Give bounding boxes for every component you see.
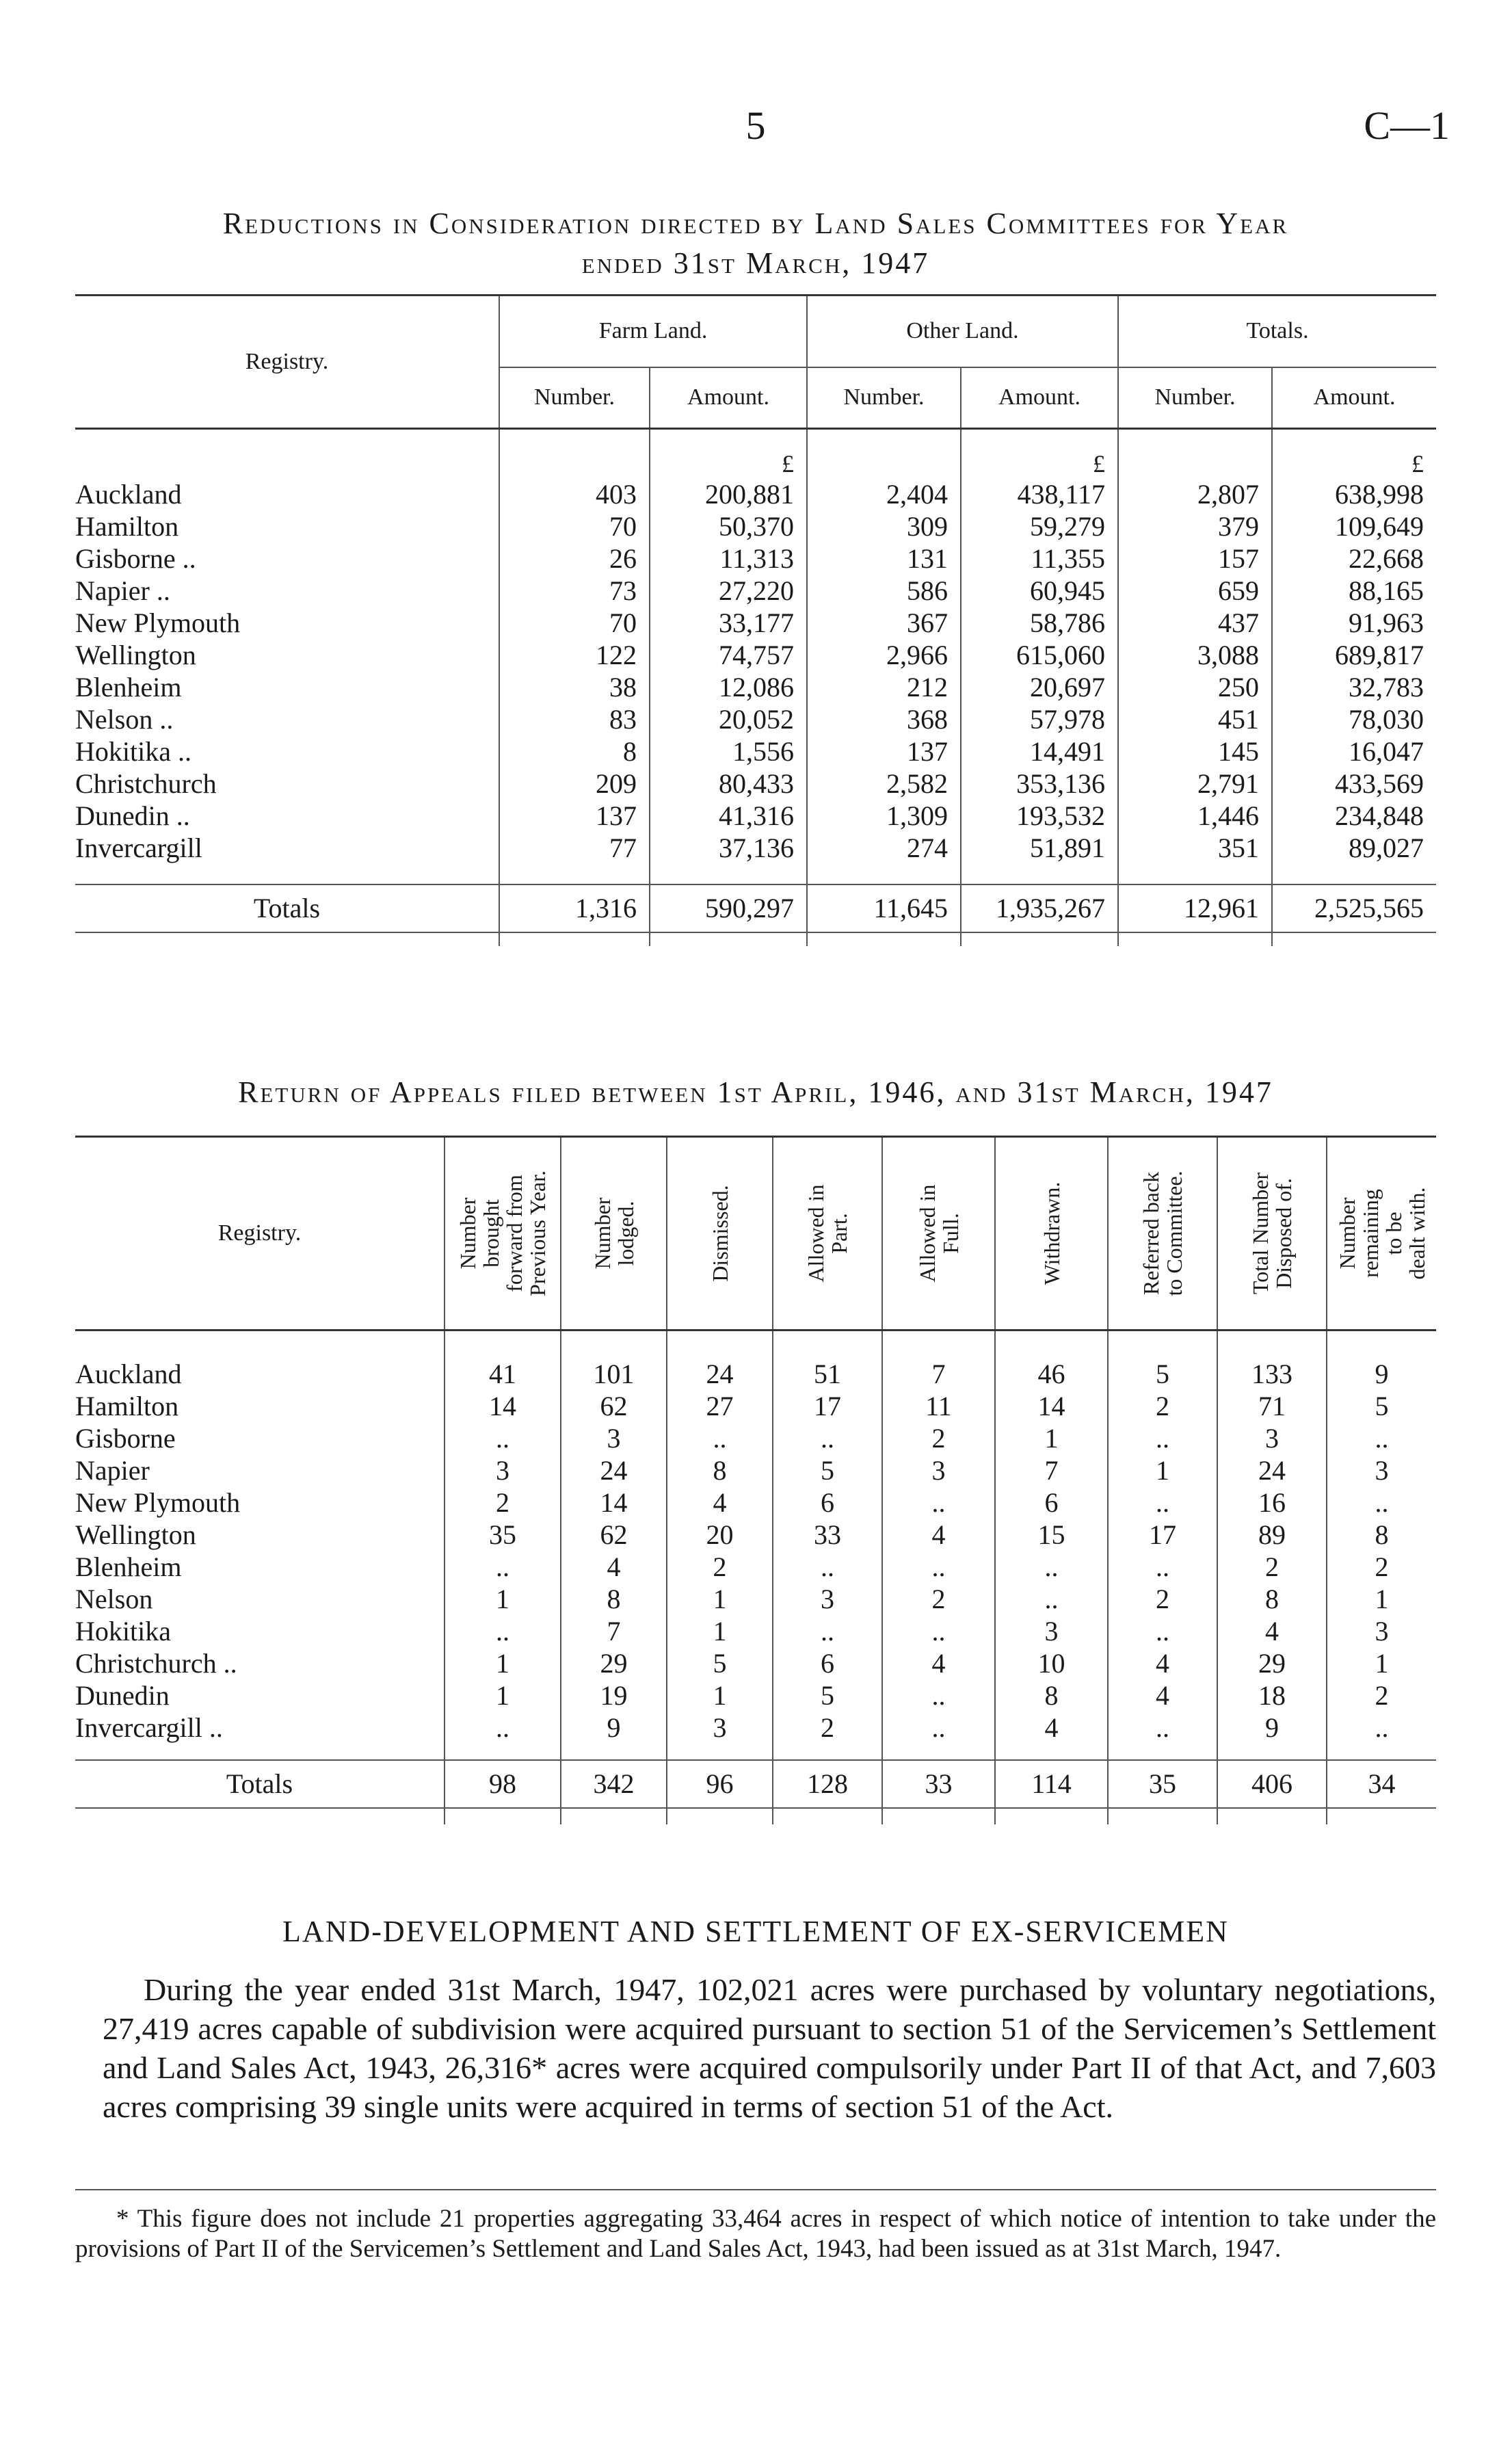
table2-cell: 2 [1217, 1551, 1327, 1583]
table2-total-cell: 114 [995, 1760, 1108, 1808]
footnote-text: * This figure does not include 21 properties aggregating 33,464 acres in respect of which notice of intention to take under the provisions of Part II of the Servicemen’s Settlement and Land Sales Act, 1943, had been issued as at 31st March, 1947. [75, 2205, 1436, 2263]
table2-cell: 3 [1327, 1615, 1436, 1647]
table2-cell: 18 [1217, 1679, 1327, 1712]
table2-cell: 19 [561, 1679, 667, 1712]
table2-cell: 8 [995, 1679, 1108, 1712]
table1-cell-farm-a: 74,757 [650, 639, 807, 671]
table1-title-line1: Reductions in Consideration directed by Land Sales Committees for Year [222, 207, 1289, 240]
table-row [75, 607, 1436, 639]
column-header-text: Referred back to Committee. [1139, 1170, 1186, 1296]
column-header-text: Number lodged. [589, 1197, 638, 1270]
table2-cell: 9 [1327, 1358, 1436, 1390]
table-row [75, 542, 1436, 575]
reductions-table [75, 294, 1436, 946]
registry-name: Christchurch .. [75, 1647, 237, 1679]
registry-name: Invercargill .. [75, 1712, 223, 1743]
registry-name: Blenheim [75, 671, 182, 703]
table2-cell: 7 [561, 1615, 667, 1647]
table2-cell: 24 [1217, 1454, 1327, 1486]
table1-cell-tot-a: 78,030 [1272, 703, 1436, 735]
table1-cell-farm-a: 50,370 [650, 510, 807, 542]
table1-cell-farm-n: 38 [499, 671, 650, 703]
column-header-text: Number brought forward from Previous Year. [455, 1170, 550, 1297]
table2-cell: .. [445, 1712, 561, 1744]
column-header-text: Allowed in Full. [914, 1184, 963, 1283]
table1-cell-tot-n: 145 [1118, 735, 1272, 768]
table2-cell: 2 [1327, 1679, 1436, 1712]
table2-cell: .. [445, 1551, 561, 1583]
table2-cell: 3 [1327, 1454, 1436, 1486]
table2-cell: 51 [773, 1358, 882, 1390]
table2-total-cell: 98 [445, 1760, 561, 1808]
table1-cell-other-a: 438,117 [961, 478, 1118, 510]
table-row [75, 1679, 1436, 1712]
table1-cell-tot-a: 91,963 [1272, 607, 1436, 639]
table1-cell-other-a: 615,060 [961, 639, 1118, 671]
registry-name: Blenheim [75, 1551, 182, 1582]
table2-cell: 7 [995, 1454, 1108, 1486]
table2-column-header [773, 1137, 882, 1331]
table1-cell-tot-n: 351 [1118, 832, 1272, 864]
table1-cell-other-n: 309 [807, 510, 961, 542]
table2-cell: 10 [995, 1647, 1108, 1679]
registry-name: Nelson .. [75, 703, 174, 735]
table2-cell: 8 [667, 1454, 773, 1486]
table1-cell-farm-n: 73 [499, 575, 650, 607]
table1-cell-farm-n: 8 [499, 735, 650, 768]
currency-symbol: £ [961, 429, 1118, 478]
table2-cell: 2 [1327, 1551, 1436, 1583]
registry-name: Auckland [75, 478, 182, 510]
table2-cell: 14 [995, 1390, 1108, 1422]
table2-cell: 1 [667, 1679, 773, 1712]
table-row [75, 1583, 1436, 1615]
table1-sub-number: Number. [807, 367, 961, 429]
table1-sub-number: Number. [499, 367, 650, 429]
registry-name: Napier .. [75, 575, 170, 606]
table2-cell: .. [1108, 1712, 1217, 1744]
table1-cell-farm-a: 1,556 [650, 735, 807, 768]
table2-cell: 1 [1327, 1583, 1436, 1615]
table-row [75, 1712, 1436, 1744]
table2-cell: 4 [882, 1647, 995, 1679]
table-row [75, 1390, 1436, 1422]
table1-cell-tot-a: 109,649 [1272, 510, 1436, 542]
table2-cell: .. [773, 1615, 882, 1647]
table1-cell-other-n: 274 [807, 832, 961, 864]
table1-cell-tot-n: 437 [1118, 607, 1272, 639]
registry-name: Hokitika .. [75, 735, 191, 767]
table1-cell-tot-a: 16,047 [1272, 735, 1436, 768]
table1-cell-other-n: 2,966 [807, 639, 961, 671]
table2-column-header [995, 1137, 1108, 1331]
table2-column-header [445, 1137, 561, 1331]
table1-cell-other-n: 1,309 [807, 800, 961, 832]
registry-name: Gisborne .. [75, 542, 196, 574]
table2-cell: 2 [1108, 1390, 1217, 1422]
table1-total-farm-a: 590,297 [650, 884, 807, 932]
table2-cell: 24 [561, 1454, 667, 1486]
table1-cell-tot-n: 451 [1118, 703, 1272, 735]
column-header-text: Withdrawn. [1039, 1181, 1064, 1285]
table2-registry-header: Registry. [75, 1137, 445, 1331]
registry-name: Hokitika [75, 1615, 171, 1647]
table2-cell: 4 [1108, 1647, 1217, 1679]
table-row [75, 800, 1436, 832]
table1-cell-tot-a: 89,027 [1272, 832, 1436, 864]
table2-cell: 9 [1217, 1712, 1327, 1744]
totals-row [75, 1760, 1436, 1808]
table2-cell: .. [445, 1422, 561, 1454]
table2-cell: 4 [1217, 1615, 1327, 1647]
table-row [75, 1615, 1436, 1647]
table1-total-tot-n: 12,961 [1118, 884, 1272, 932]
column-header-text: Dismissed. [707, 1185, 732, 1282]
table1-cell-farm-n: 403 [499, 478, 650, 510]
table2-cell: 5 [1108, 1358, 1217, 1390]
table1-cell-other-n: 131 [807, 542, 961, 575]
table2-total-cell: 35 [1108, 1760, 1217, 1808]
table2-cell: .. [882, 1679, 995, 1712]
table-row [75, 832, 1436, 864]
table2-cell: 1 [445, 1679, 561, 1712]
table1-cell-tot-n: 157 [1118, 542, 1272, 575]
table2-cell: 17 [773, 1390, 882, 1422]
table1-cell-tot-a: 433,569 [1272, 768, 1436, 800]
table2-cell: 1 [1327, 1647, 1436, 1679]
table-row [75, 478, 1436, 510]
table1-sub-amount: Amount. [1272, 367, 1436, 429]
table2-cell: .. [995, 1551, 1108, 1583]
table2-total-cell: 34 [1327, 1760, 1436, 1808]
section-paragraph [103, 1970, 1436, 2126]
registry-name: Dunedin [75, 1679, 170, 1711]
table1-registry-header: Registry. [75, 296, 499, 429]
table2-cell: 41 [445, 1358, 561, 1390]
table2-cell: 2 [773, 1712, 882, 1744]
currency-symbol: £ [650, 429, 807, 478]
table2-cell: 16 [1217, 1486, 1327, 1519]
footnote-divider [75, 2189, 1436, 2190]
table2-cell: .. [882, 1486, 995, 1519]
table1-cell-other-n: 137 [807, 735, 961, 768]
table2-cell: 2 [882, 1583, 995, 1615]
table1-total-other-n: 11,645 [807, 884, 961, 932]
table1-sub-amount: Amount. [961, 367, 1118, 429]
table-row [75, 671, 1436, 703]
table2-cell: 1 [667, 1615, 773, 1647]
table2-cell: .. [882, 1712, 995, 1744]
table2-cell: 89 [1217, 1519, 1327, 1551]
table1-cell-farm-n: 83 [499, 703, 650, 735]
column-header-text: Number remaining to be dealt with. [1334, 1187, 1429, 1280]
table2-column-header [667, 1137, 773, 1331]
table2-cell: 2 [667, 1551, 773, 1583]
table1-cell-farm-a: 20,052 [650, 703, 807, 735]
table1-cell-farm-a: 37,136 [650, 832, 807, 864]
table1-title [75, 204, 1436, 283]
table1-cell-tot-a: 689,817 [1272, 639, 1436, 671]
table1-cell-other-a: 59,279 [961, 510, 1118, 542]
table1-cell-other-a: 20,697 [961, 671, 1118, 703]
table2-cell: 4 [1108, 1679, 1217, 1712]
table1-cell-farm-a: 12,086 [650, 671, 807, 703]
table1-cell-other-n: 586 [807, 575, 961, 607]
table2-cell: 6 [995, 1486, 1108, 1519]
table2-cell: .. [1108, 1486, 1217, 1519]
table2-cell: 3 [445, 1454, 561, 1486]
table1-sub-number: Number. [1118, 367, 1272, 429]
table2-cell: 3 [561, 1422, 667, 1454]
table2-cell: 2 [445, 1486, 561, 1519]
table2-column-header [1108, 1137, 1217, 1331]
table2-cell: 4 [561, 1551, 667, 1583]
table2-cell: .. [1327, 1422, 1436, 1454]
table1-cell-other-a: 60,945 [961, 575, 1118, 607]
table1-cell-farm-a: 27,220 [650, 575, 807, 607]
table2-cell: .. [882, 1615, 995, 1647]
table2-cell: .. [773, 1551, 882, 1583]
section-title: LAND-DEVELOPMENT AND SETTLEMENT OF EX-SERVICEMEN [282, 1915, 1229, 1948]
registry-name: Hamilton [75, 510, 179, 542]
registry-name: Napier [75, 1454, 150, 1486]
table1-cell-tot-a: 234,848 [1272, 800, 1436, 832]
table2-cell: 133 [1217, 1358, 1327, 1390]
table2-cell: 1 [1108, 1454, 1217, 1486]
table1-cell-other-a: 58,786 [961, 607, 1118, 639]
table1-cell-other-n: 212 [807, 671, 961, 703]
table2-cell: 71 [1217, 1390, 1327, 1422]
table2-cell: .. [1108, 1615, 1217, 1647]
table2-cell: 1 [667, 1583, 773, 1615]
table1-cell-tot-n: 3,088 [1118, 639, 1272, 671]
table2-cell: 4 [882, 1519, 995, 1551]
table2-cell: 101 [561, 1358, 667, 1390]
table2-cell: .. [445, 1615, 561, 1647]
table1-cell-tot-a: 22,668 [1272, 542, 1436, 575]
table2-column-header [561, 1137, 667, 1331]
table2-cell: 62 [561, 1519, 667, 1551]
table2-cell: 7 [882, 1358, 995, 1390]
table2-cell: 35 [445, 1519, 561, 1551]
column-header-text: Allowed in Part. [804, 1184, 851, 1283]
table1-cell-farm-a: 80,433 [650, 768, 807, 800]
table2-cell: 1 [445, 1647, 561, 1679]
table1-total-tot-a: 2,525,565 [1272, 884, 1436, 932]
table1-cell-farm-a: 200,881 [650, 478, 807, 510]
registry-name: Invercargill [75, 832, 202, 863]
table1-cell-farm-a: 11,313 [650, 542, 807, 575]
table2-cell: 4 [995, 1712, 1108, 1744]
table2-cell: 29 [1217, 1647, 1327, 1679]
table2-column-header [882, 1137, 995, 1331]
registry-name: Wellington [75, 1519, 196, 1550]
document-code: C—1 [1364, 103, 1450, 148]
table2-column-header [1217, 1137, 1327, 1331]
table2-cell: 3 [995, 1615, 1108, 1647]
totals-label: Totals [75, 884, 499, 932]
table2-column-header [1327, 1137, 1436, 1331]
table1-cell-tot-n: 2,791 [1118, 768, 1272, 800]
table2-cell: .. [882, 1551, 995, 1583]
table2-cell: 5 [773, 1679, 882, 1712]
column-header-text: Total Number Disposed of. [1248, 1172, 1296, 1295]
table2-total-cell: 128 [773, 1760, 882, 1808]
table2-total-cell: 96 [667, 1760, 773, 1808]
table2-cell: 14 [561, 1486, 667, 1519]
table-row [75, 1358, 1436, 1390]
table1-cell-other-n: 2,582 [807, 768, 961, 800]
table2-cell: .. [667, 1422, 773, 1454]
table2-total-cell: 33 [882, 1760, 995, 1808]
table2-cell: .. [1108, 1422, 1217, 1454]
table2-cell: 3 [667, 1712, 773, 1744]
table-row [75, 768, 1436, 800]
table2-cell: .. [1327, 1486, 1436, 1519]
registry-name: Dunedin .. [75, 800, 190, 831]
table2-cell: 3 [882, 1454, 995, 1486]
table2-cell: 2 [1108, 1583, 1217, 1615]
table1-cell-farm-n: 77 [499, 832, 650, 864]
registry-name: Christchurch [75, 768, 217, 799]
table1-group-farm: Farm Land. [499, 296, 807, 367]
table1-cell-farm-n: 70 [499, 510, 650, 542]
table1-cell-farm-a: 41,316 [650, 800, 807, 832]
registry-name: Gisborne [75, 1422, 176, 1454]
table1-cell-tot-a: 638,998 [1272, 478, 1436, 510]
table1-cell-other-a: 193,532 [961, 800, 1118, 832]
table2-cell: 5 [667, 1647, 773, 1679]
totals-label: Totals [75, 1760, 445, 1808]
table2-cell: 8 [1327, 1519, 1436, 1551]
table1-cell-farm-n: 137 [499, 800, 650, 832]
section-paragraph-text: During the year ended 31st March, 1947, 102,021 acres were purchased by voluntary negotiations, 27,419 acres capable of subdivision were acquired pursuant to section 51 of the Servicemen’s Settlement and Land Sales Act, 1943, 26,316* acres were acquired compulsorily under Part II of that Act, and 7,603 acres comprising 39 single units were acquired in terms of section 51 of the Act. [103, 1972, 1436, 2124]
table2-cell: 62 [561, 1390, 667, 1422]
table2-cell: .. [1108, 1551, 1217, 1583]
table1-group-other: Other Land. [807, 296, 1118, 367]
table1-sub-amount: Amount. [650, 367, 807, 429]
table-row [75, 639, 1436, 671]
table2-cell: 6 [773, 1647, 882, 1679]
table2-cell: .. [1327, 1712, 1436, 1744]
registry-name: Hamilton [75, 1390, 179, 1421]
footnote [75, 2204, 1436, 2264]
table1-cell-other-a: 57,978 [961, 703, 1118, 735]
table2-cell: 24 [667, 1358, 773, 1390]
registry-name: Nelson [75, 1583, 153, 1614]
table-row [75, 735, 1436, 768]
totals-row [75, 884, 1436, 932]
table1-cell-other-n: 2,404 [807, 478, 961, 510]
table2-total-cell: 342 [561, 1760, 667, 1808]
table2-cell: 27 [667, 1390, 773, 1422]
registry-name: New Plymouth [75, 1486, 241, 1518]
table2-cell: .. [773, 1422, 882, 1454]
appeals-table [75, 1136, 1436, 1824]
table2-cell: 46 [995, 1358, 1108, 1390]
table2-cell: 17 [1108, 1519, 1217, 1551]
table2-cell: 3 [773, 1583, 882, 1615]
table2-cell: 4 [667, 1486, 773, 1519]
table1-cell-farm-n: 122 [499, 639, 650, 671]
table1-cell-farm-n: 209 [499, 768, 650, 800]
table1-cell-farm-a: 33,177 [650, 607, 807, 639]
table1-cell-tot-n: 659 [1118, 575, 1272, 607]
table2-cell: 33 [773, 1519, 882, 1551]
table2-cell: 8 [561, 1583, 667, 1615]
table2-cell: .. [995, 1583, 1108, 1615]
table1-cell-farm-n: 26 [499, 542, 650, 575]
table2-cell: 5 [1327, 1390, 1436, 1422]
table1-cell-tot-n: 2,807 [1118, 478, 1272, 510]
table1-cell-tot-n: 1,446 [1118, 800, 1272, 832]
table1-title-line2: ended 31st March, 1947 [581, 246, 930, 280]
table1-cell-other-n: 367 [807, 607, 961, 639]
table2-cell: 15 [995, 1519, 1108, 1551]
table-row [75, 703, 1436, 735]
table1-cell-farm-n: 70 [499, 607, 650, 639]
table2-cell: 5 [773, 1454, 882, 1486]
table2-cell: 29 [561, 1647, 667, 1679]
table2-cell: 11 [882, 1390, 995, 1422]
table2-title: Return of Appeals filed between 1st April, 1946, and 31st March, 1947 [238, 1075, 1273, 1109]
table-row [75, 1454, 1436, 1486]
table-row [75, 1519, 1436, 1551]
table1-cell-tot-n: 379 [1118, 510, 1272, 542]
table1-cell-other-a: 14,491 [961, 735, 1118, 768]
registry-name: Auckland [75, 1358, 182, 1389]
table2-cell: 6 [773, 1486, 882, 1519]
table2-cell: 1 [995, 1422, 1108, 1454]
table-row [75, 1647, 1436, 1679]
currency-symbol: £ [1272, 429, 1436, 478]
table1-cell-tot-a: 88,165 [1272, 575, 1436, 607]
table2-cell: 3 [1217, 1422, 1327, 1454]
table-row [75, 575, 1436, 607]
table2-total-cell: 406 [1217, 1760, 1327, 1808]
registry-name: Wellington [75, 639, 196, 670]
table-row [75, 510, 1436, 542]
table2-cell: 14 [445, 1390, 561, 1422]
table-row [75, 1551, 1436, 1583]
table1-cell-other-n: 368 [807, 703, 961, 735]
table1-cell-tot-n: 250 [1118, 671, 1272, 703]
table1-total-other-a: 1,935,267 [961, 884, 1118, 932]
table1-cell-other-a: 353,136 [961, 768, 1118, 800]
table-row [75, 1486, 1436, 1519]
table2-cell: 2 [882, 1422, 995, 1454]
table1-cell-other-a: 51,891 [961, 832, 1118, 864]
table2-cell: 1 [445, 1583, 561, 1615]
table2-cell: 8 [1217, 1583, 1327, 1615]
page-number: 5 [745, 103, 766, 148]
table1-cell-other-a: 11,355 [961, 542, 1118, 575]
table1-cell-tot-a: 32,783 [1272, 671, 1436, 703]
table1-total-farm-n: 1,316 [499, 884, 650, 932]
table1-group-totals: Totals. [1118, 296, 1436, 367]
table2-cell: 9 [561, 1712, 667, 1744]
table2-cell: 20 [667, 1519, 773, 1551]
registry-name: New Plymouth [75, 607, 241, 638]
table-row [75, 1422, 1436, 1454]
